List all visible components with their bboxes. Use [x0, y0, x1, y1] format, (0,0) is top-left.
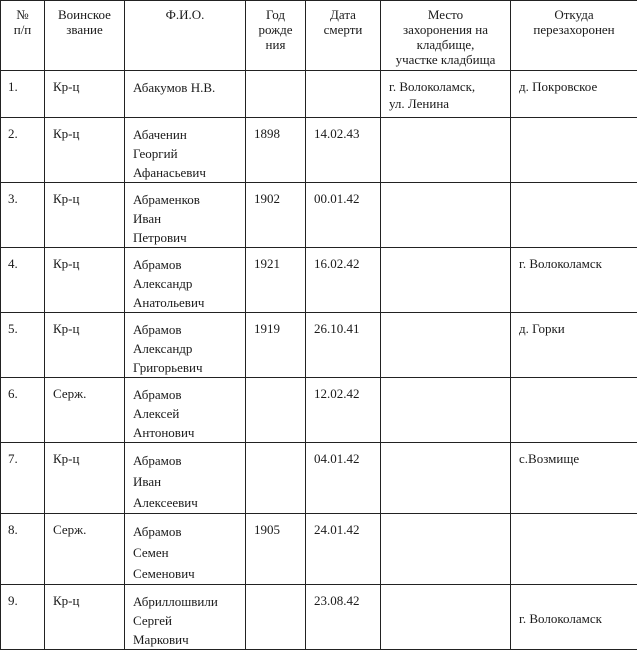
military-rank: Кр-ц: [45, 183, 124, 207]
reburied-from: г. Волоколамск: [511, 585, 637, 627]
birth-year: 1919: [246, 313, 305, 337]
row-number: 2.: [1, 118, 44, 142]
table-row: [1, 183, 637, 248]
table-row: [1, 378, 637, 443]
header-num: № п/п: [1, 1, 45, 71]
header-burial-place: Место захоронения на кладбище, участке кладбища: [381, 1, 511, 71]
death-date: [306, 71, 380, 78]
full-name: Абриллошвили Сергей Маркович: [125, 585, 245, 649]
full-name: Абраменков Иван Петрович: [125, 183, 245, 247]
birth-year: [246, 378, 305, 385]
death-date: 00.01.42: [306, 183, 380, 207]
death-date: 24.01.42: [306, 514, 380, 538]
row-number: 7.: [1, 443, 44, 467]
death-date: 12.02.42: [306, 378, 380, 402]
header-rank: Воинское звание: [45, 1, 125, 71]
reburied-from: [511, 514, 637, 521]
military-rank: Кр-ц: [45, 118, 124, 142]
full-name: Абрамов Александр Анатольевич: [125, 248, 245, 312]
full-name: Абрамов Семен Семенович: [125, 514, 245, 584]
row-number: 3.: [1, 183, 44, 207]
death-date: 23.08.42: [306, 585, 380, 609]
birth-year: 1921: [246, 248, 305, 272]
military-rank: Кр-ц: [45, 71, 124, 95]
death-date: 04.01.42: [306, 443, 380, 467]
birth-year: [246, 585, 305, 592]
table-row: [1, 248, 637, 313]
military-rank: Кр-ц: [45, 313, 124, 337]
table-row: [1, 313, 637, 378]
full-name: Абрамов Александр Григорьевич: [125, 313, 245, 377]
full-name: Абакумов Н.В.: [125, 71, 245, 97]
burial-place: [381, 378, 510, 385]
military-rank: Кр-ц: [45, 585, 124, 609]
burial-place: г. Волоколамск, ул. Ленина: [381, 71, 510, 112]
row-number: 5.: [1, 313, 44, 337]
birth-year: 1905: [246, 514, 305, 538]
burial-place: [381, 514, 510, 521]
birth-year: 1898: [246, 118, 305, 142]
birth-year: 1902: [246, 183, 305, 207]
full-name: Абаченин Георгий Афанасьевич: [125, 118, 245, 182]
reburied-from: д. Горки: [511, 313, 637, 337]
table-row: [1, 514, 637, 585]
reburied-from: г. Волоколамск: [511, 248, 637, 272]
burial-place: [381, 248, 510, 255]
burial-place: [381, 118, 510, 125]
table-header: [1, 1, 637, 71]
full-name: Абрамов Иван Алексеевич: [125, 443, 245, 513]
header-row: [1, 1, 637, 71]
burial-place: [381, 313, 510, 320]
row-number: 8.: [1, 514, 44, 538]
header-name: Ф.И.О.: [125, 1, 246, 71]
row-number: 1.: [1, 71, 44, 95]
row-number: 9.: [1, 585, 44, 609]
full-name: Абрамов Алексей Антонович: [125, 378, 245, 442]
row-number: 6.: [1, 378, 44, 402]
military-rank: Серж.: [45, 514, 124, 538]
reburied-from: с.Возмище: [511, 443, 637, 467]
reburied-from: д. Покровское: [511, 71, 637, 95]
death-date: 16.02.42: [306, 248, 380, 272]
table-row: [1, 443, 637, 514]
table-body: [1, 71, 637, 650]
reburied-from: [511, 183, 637, 190]
military-rank: Кр-ц: [45, 248, 124, 272]
header-death-date: Дата смерти: [306, 1, 381, 71]
death-date: 14.02.43: [306, 118, 380, 142]
header-birth-year: Год рожде ния: [246, 1, 306, 71]
burial-place: [381, 183, 510, 190]
military-rank: Кр-ц: [45, 443, 124, 467]
burial-place: [381, 443, 510, 450]
birth-year: [246, 443, 305, 450]
death-date: 26.10.41: [306, 313, 380, 337]
header-reburied-from: Откуда перезахоронен: [511, 1, 637, 71]
reburied-from: [511, 118, 637, 125]
row-number: 4.: [1, 248, 44, 272]
military-rank: Серж.: [45, 378, 124, 402]
burial-place: [381, 585, 510, 592]
table-row: [1, 118, 637, 183]
table-row: [1, 585, 637, 650]
birth-year: [246, 71, 305, 78]
reburied-from: [511, 378, 637, 385]
table-row: [1, 71, 637, 118]
